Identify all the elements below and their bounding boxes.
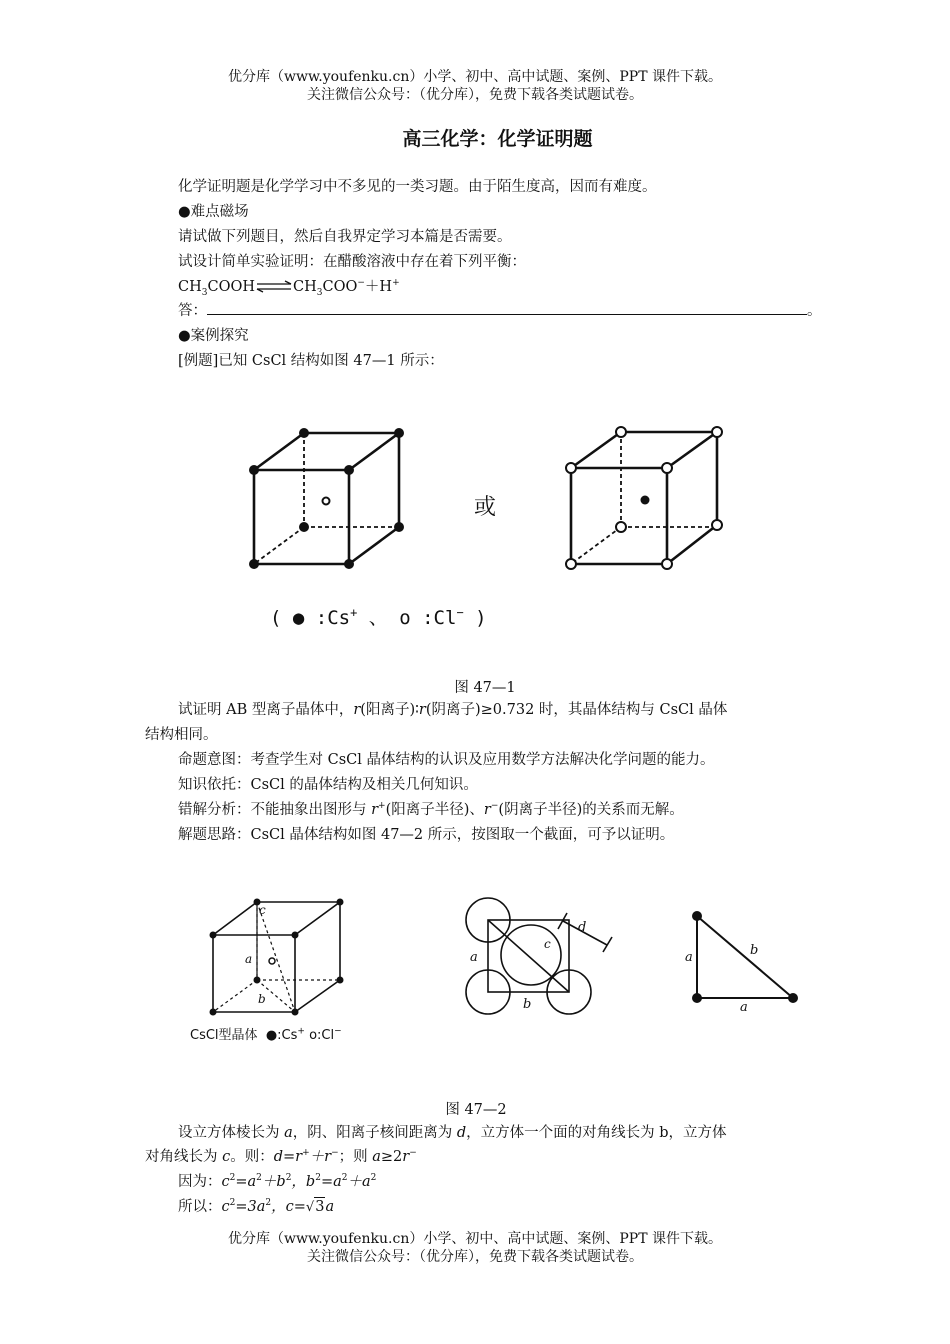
fig2-caption: 图 47—2 — [445, 1102, 507, 1118]
cs-ion — [292, 932, 299, 939]
basis-text: 知识依托：CsCl 的晶体结构及相关几何知识。 — [178, 777, 478, 793]
solution-line-3: 因为：$c^2=a^2+b^2$，$b^2=a^2+a^2$ — [178, 1173, 377, 1190]
right-triangle-diagram — [692, 911, 798, 1003]
solution-line-4: 所以：$c^2=3a^2$，c=√3a — [178, 1198, 335, 1215]
fig2-cube-label-c: c — [259, 903, 266, 917]
vertex-dot — [692, 911, 702, 921]
section-difficulty: ●难点磁场 — [178, 204, 249, 220]
error-analysis-text: 错解分析：不能抽象出图形与 r+(阳离子半径)、r−(阴离子半径)的关系而无解。 — [178, 801, 684, 818]
fig2-triangle-label-a: a — [685, 950, 693, 965]
page-title: 高三化学：化学证明题 — [402, 128, 593, 150]
vertex-dot — [788, 993, 798, 1003]
section-case-study: ●案例探究 — [178, 328, 249, 344]
fig2-section-label-c: c — [544, 937, 551, 951]
equilibrium-equation: $CH_3COOH$ $CH_3COO^-+H^+$ — [178, 278, 400, 298]
fig2-cube-label-a: a — [245, 952, 253, 966]
approach-text: 解题思路：CsCl 晶体结构如图 47—2 所示，按图取一个截面，可予以证明。 — [178, 827, 675, 843]
fig2-section-label-d: d — [578, 920, 587, 935]
fig2-section-label-b: b — [523, 997, 532, 1012]
header-line-1: 优分库（www.youfenku.cn）小学、初中、高中试题、案例、PPT 课件下载。 — [227, 69, 722, 85]
fig2-triangle-label-a2: a — [740, 1000, 748, 1015]
instruction-text: 请试做下列题目，然后自我界定学习本篇是否需要。 — [178, 229, 512, 245]
cscl-cube — [213, 902, 340, 1012]
footer-line-1: 优分库（www.youfenku.cn）小学、初中、高中试题、案例、PPT 课件下载。 — [227, 1231, 722, 1247]
cross-section-diagram — [466, 898, 612, 1014]
sqrt-radicand: 3 — [315, 1199, 325, 1215]
fig2-legend: CsCl型晶体 ●:Cs+ o:Cl− — [190, 1026, 342, 1043]
cs-ion — [210, 1009, 217, 1016]
cs-ion — [292, 1009, 299, 1016]
fig1-caption: 图 47—1 — [454, 680, 516, 696]
intent-text: 命题意图：考查学生对 CsCl 晶体结构的认识及应用数学方法解决化学问题的能力。 — [178, 752, 715, 768]
footer-line-2: 关注微信公众号：（优分库），免费下载各类试题试卷。 — [307, 1249, 643, 1265]
or-text: 或 — [474, 495, 497, 520]
prove-text-cont: 结构相同。 — [145, 727, 218, 743]
solution-line-2: 对角线长为 c。则：d=r+＋r−；则 a≥2r− — [145, 1148, 417, 1165]
fig2-cube-label-b: b — [258, 992, 266, 1006]
fig2-section-label-a: a — [470, 950, 478, 965]
fig2-triangle-label-b: b — [750, 943, 759, 958]
solution-line-1: 设立方体棱长为 a，阴、阳离子核间距离为 d，立方体一个面的对角线长为 b，立方体 — [178, 1125, 727, 1141]
cl-ion — [269, 958, 275, 964]
cs-ion — [210, 932, 217, 939]
cs-ion — [337, 977, 344, 984]
cs-ion — [337, 899, 344, 906]
vertex-dot — [692, 993, 702, 1003]
fig1-legend: ( ● :Cs+ 、 o :Cl− ) — [270, 605, 487, 629]
prove-text: 试证明 AB 型离子晶体中，r(阳离子)∶r(阴离子)≥0.732 时，其晶体结构与 CsCl 晶体 — [178, 702, 728, 718]
intro-text: 化学证明题是化学学习中不多见的一类习题。由于陌生度高，因而有难度。 — [178, 179, 657, 195]
cs-ion — [254, 977, 261, 984]
header-line-2: 关注微信公众号：（优分库），免费下载各类试题试卷。 — [307, 87, 643, 103]
example-text: [例题]已知 CsCl 结构如图 47—1 所示： — [178, 353, 444, 369]
answer-line: 答： 。 — [178, 303, 822, 319]
question-text: 试设计简单实验证明：在醋酸溶液中存在着下列平衡： — [178, 254, 526, 270]
